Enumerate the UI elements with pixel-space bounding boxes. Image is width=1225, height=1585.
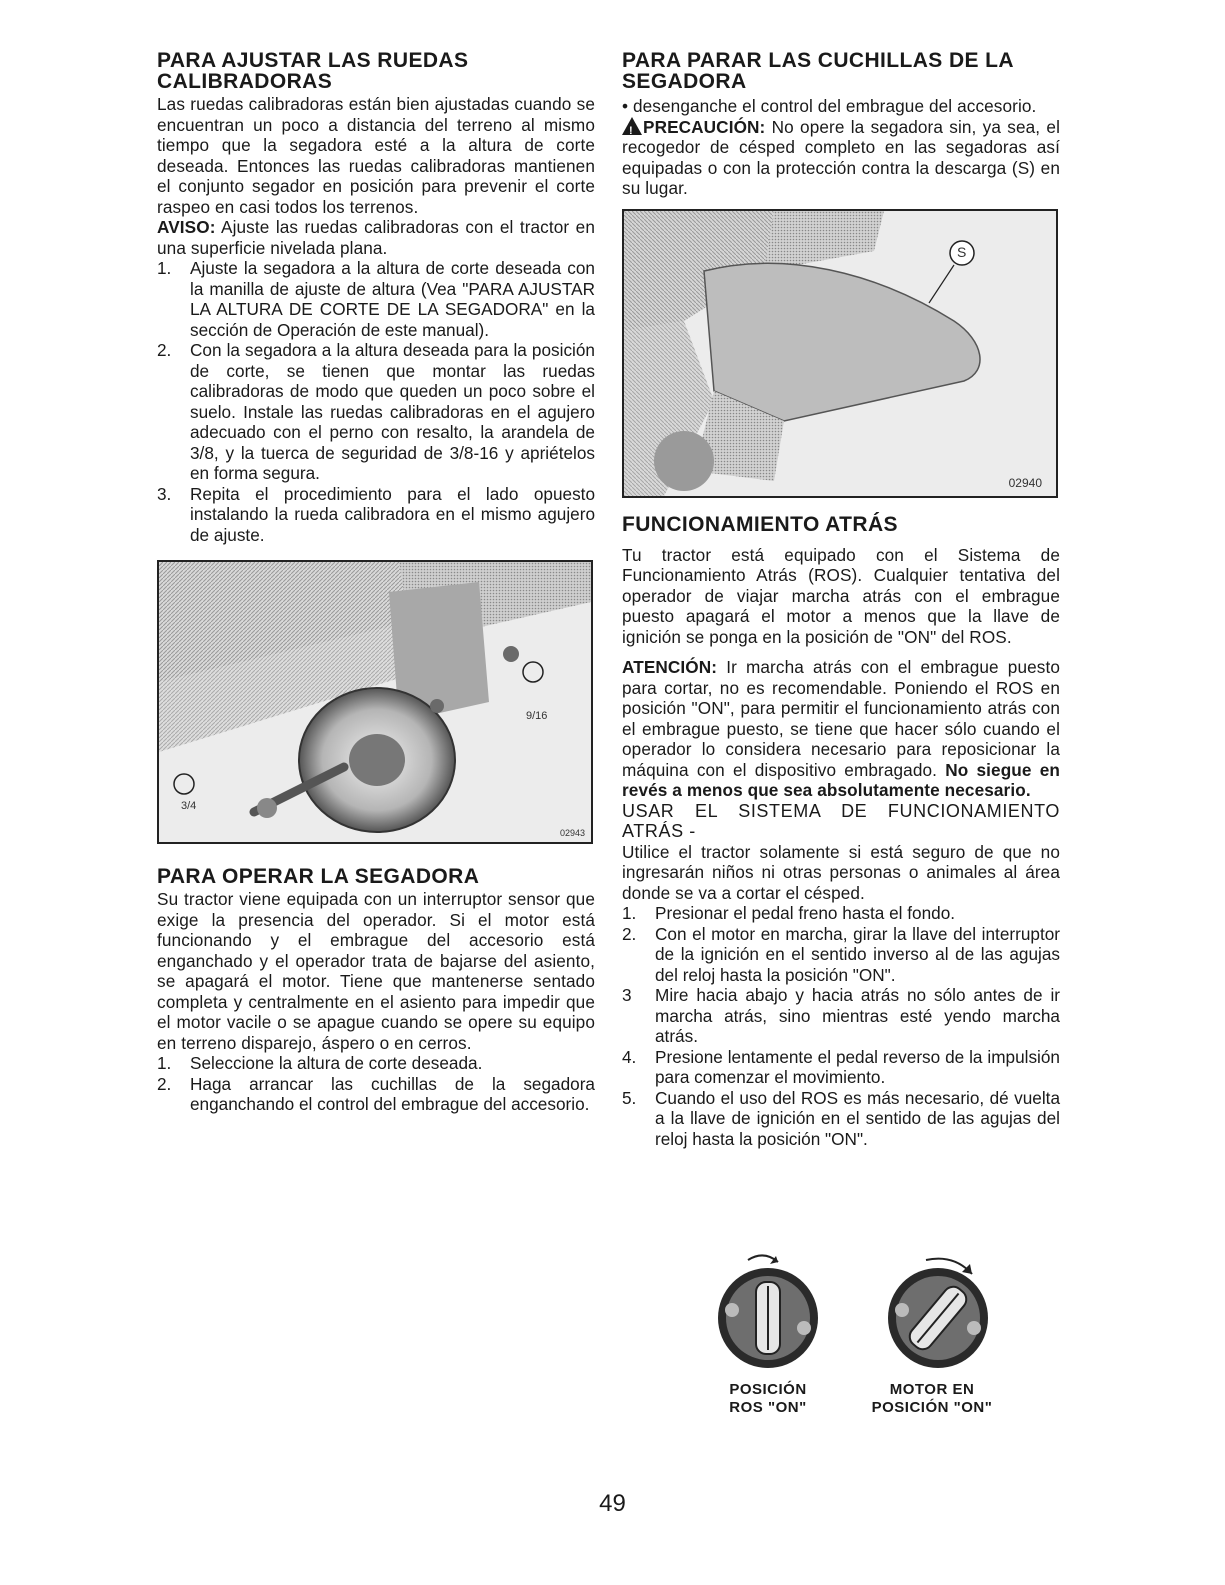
fig-label-9-16: 9/16 (526, 710, 548, 722)
gauge-wheels-intro: Las ruedas calibradoras están bien ajustadas cuando se encuentran un poco a distancia del terreno al mismo tiempo que la segadora esté a la altura de corte deseada. Entonces las ruedas calibradoras mantienen el conjunto segador en posición para prevenir el corte raspeo en casi todos los terrenos. (157, 94, 595, 217)
use-ros-heading: USAR EL SISTEMA DE FUNCIONAMIENTO ATRÁS - (622, 800, 1060, 841)
operate-mower-text: Su tractor viene equipada con un interruptor sensor que exige la presencia del operador. Si el motor está funcionando y el embrague del accesorio está enganchado y el operador trata de bajarse del asiento, se apagará el motor. Tiene que mantenerse sentado completa y centralmente en el asiento para impedir que el motor vacile o se apague cuando se opere su equipo en terreno disparejo, áspero o en cerros. (157, 889, 595, 1053)
list-item: 2. Haga arrancar las cuchillas de la segadora enganchando el control del embrague del accesorio. (157, 1073, 595, 1114)
caution-paragraph: !PRECAUCIÓN: No opere la segadora sin, ya sea, el recogedor de césped completo en las segadoras así equipadas o con la protección contra la descarga (S) en su lugar. (622, 117, 1060, 199)
discharge-guard-illustration (624, 211, 1056, 496)
use-ros-text: Utilice el tractor solamente si está seguro de que no ingresarán niños ni otras personas o animales al área donde se va a cortar el césped. (622, 841, 1060, 903)
list-item: 1. Seleccione la altura de corte deseada. (157, 1053, 483, 1073)
operate-mower-heading: PARA OPERAR LA SEGADORA (157, 865, 480, 888)
ignition-key-on-icon (874, 1252, 1002, 1370)
gauge-wheels-notice: AVISO: Ajuste las ruedas calibradoras con el tractor en una superficie nivelada plana. (157, 217, 595, 258)
key-motor-on (857, 1252, 1007, 1417)
attention-paragraph: ATENCIÓN: Ir marcha atrás con el embrague puesto para cortar, no es recomendable. Poniendo el ROS en posición "ON", para permitir el funcionamiento atrás con el embrague puesto, se tiene que hacer sólo cuando el operador lo considera necesario para reposicionar la máquina con el dispositivo embragado. No siegue en revés a menos que sea absolutamente necesario. (622, 657, 1061, 800)
operate-mower-steps (157, 1053, 595, 1115)
fig-label-s: S (957, 243, 967, 260)
list-item: 4. Presione lentamente el pedal reverso de la impulsión para comenzar el movimiento. (622, 1046, 1060, 1087)
discharge-guard-figure (622, 209, 1058, 498)
reverse-intro: Tu tractor está equipado con el Sistema de Funcionamiento Atrás (ROS). Cualquier tentativa del operador de viajar marcha atrás con el embrague puesto apagará el motor a menos que la llave de ignición se ponga en la posición de "ON" del ROS. (622, 544, 1060, 647)
list-item: 5. Cuando el uso del ROS es más necesario, dé vuelta a la llave de ignición en el sentido de las agujas del reloj hasta la posición "ON". (622, 1087, 1060, 1149)
gauge-wheel-figure (157, 560, 593, 844)
warning-icon (622, 117, 642, 135)
reverse-heading: FUNCIONAMIENTO ATRÁS (622, 512, 898, 536)
gauge-wheels-steps (157, 258, 595, 545)
figure-code: 02940 (1008, 475, 1042, 490)
right-column (622, 50, 1060, 1149)
list-item: 2. Con el motor en marcha, girar la llave del interruptor de la ignición en el sentido inverso al de las agujas del reloj hasta la posición "ON". (622, 923, 1060, 985)
gauge-wheels-heading: PARA AJUSTAR LAS RUEDAS CALIBRADORAS (157, 49, 469, 93)
fig-label-3-4: 3/4 (181, 800, 197, 812)
list-item: 2. Con la segadora a la altura deseada para la posición de corte, se tienen que montar las ruedas calibradoras de modo que queden un poco sobre el suelo. Instale las ruedas calibradoras en el agujero adecuado con el perno con resalto, la arandela de 3/8, y la tuerca de seguridad de 3/8-16 y apriételos en forma segura. (157, 340, 595, 483)
page-number: 49 (599, 1490, 626, 1517)
stop-blades-bullet: • desenganche el control del embrague del accesorio. (622, 96, 1037, 116)
list-item: 3 Mire hacia abajo y hacia atrás no sólo antes de ir marcha atrás, sino mientras esté yendo marcha atrás. (622, 985, 1060, 1046)
reverse-steps (622, 903, 1060, 1149)
list-item: 3. Repita el procedimiento para el lado opuesto instalando la rueda calibradora en el mismo agujero de ajuste. (157, 483, 595, 545)
gauge-wheel-illustration (159, 562, 591, 842)
key-on-caption: MOTOR EN POSICIÓN "ON" (871, 1381, 993, 1416)
list-item: 1. Presionar el pedal freno hasta el fondo. (622, 903, 956, 923)
key-ros-caption: POSICIÓN ROS "ON" (729, 1381, 807, 1416)
left-column (157, 50, 595, 1115)
figure-code: 02943 (559, 828, 585, 838)
key-ros-on (704, 1252, 832, 1417)
stop-blades-heading: PARA PARAR LAS CUCHILLAS DE LA SEGADORA (622, 49, 1014, 93)
ignition-key-ros-icon (704, 1252, 832, 1370)
list-item: 1. Ajuste la segadora a la altura de corte deseada con la manilla de ajuste de altura (Vea "PARA AJUSTAR LA ALTURA DE CORTE DE LA SEGADORA" en la sección de Operación de este manual). (157, 258, 595, 340)
